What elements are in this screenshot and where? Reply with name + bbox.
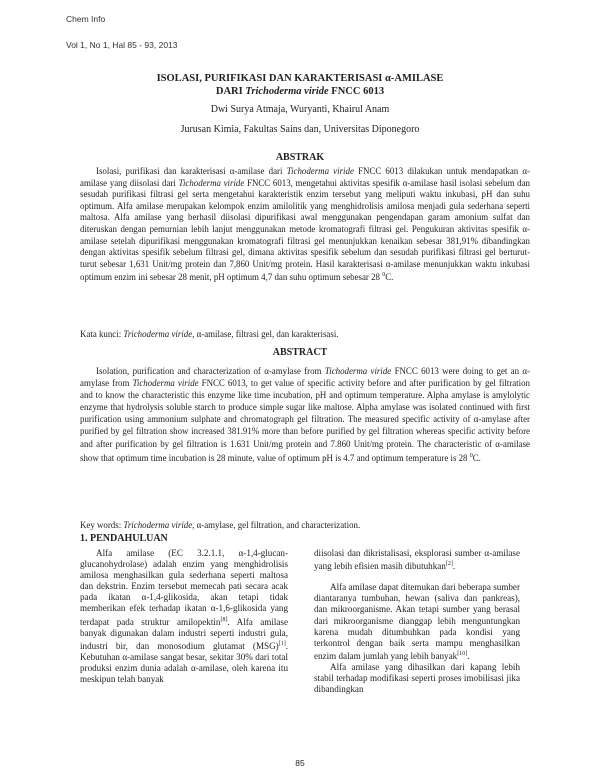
page-number: 85 — [295, 758, 305, 768]
intro-left-column: Alfa amilase (EC 3.2.1.1, α-1,4-glucan-glucanohydrolase) adalah enzim yang menghidrolisis amilosa menghasilkan gula sederhana seperti maltosa dan dekstrin. Enzim tersebut memecah pati secara acak pada ikatan α-1,4-glikosida, akan tetapi tidak memberikan efek terhadap ikatan α-1,6-glikosida yang terdapat pada struktur amilopektin[8]. Alfa amilase banyak digunakan dalam industri seperti industri gula, industri bir, dan monosodium glutamat (MSG)[1]. Kebutuhan α-amilase sangat besar, sekitar 30% dari total produksi enzim dunia adalah α-amilase, oleh karena itu meskipun telah banyak — [80, 548, 288, 685]
authors: Dwi Surya Atmaja, Wuryanti, Khairul Anam — [210, 104, 390, 115]
abstract-body: Isolation, purification and characterization of α-amylase from Tichoderma viride FNCC 6013 were doing to get an α-amylase from Tichoderma viride FNCC 6013, to get value of specific activity before and after purification by gel filtration and to know the characteristic this enzyme like time incubation, pH and optimum temperature. Alpha amylase is amylolytic enzyme that hydrolysis soluble starch to produce simple sugar like maltose. Alpha amylase was isolated continued with first purification using ammonium sulphate and chromatograph gel filtration. The measured specific activity of α-amylase after purified by gel filtration show increased 381.91% more than before purified by gel filtration whereas specific activity before and after purification by gel filtration is 1.631 Unit/mg protein and 7.860 Unit/mg protein. The characteristic of α-amilase show that optimum time incubation is 28 minute, value of optimum pH is 4.7 and optimum temperature is 28 $^0$C. — [80, 366, 530, 463]
paper-title — [60, 72, 540, 98]
journal-name: Chem Info — [66, 14, 106, 24]
intro-right-para-2: Alfa amilase dapat ditemukan dari beberapa sumber diantaranya tumbuhan, hewan (saliva dan pankreas), dan mikroorganisme. Akan tetapi sumber yang berasal dari mikroorganisme dianggap lebih menguntungkan karena mudah ditumbuhkan pada kondisi yang terkontrol dengan baik serta mampu menghasilkan enzim dalam jumlah yang lebih banyak[10]. — [314, 582, 520, 661]
intro-right-column — [314, 548, 520, 695]
intro-right-para-3: Alfa amilase yang dihasilkan dari kapang lebih stabil terhadap modifikasi seperti proses imobilisasi jika dibandingkan — [314, 661, 520, 695]
abstrak-body: Isolasi, purifikasi dan karakterisasi α-amilase dari Tichoderma viride FNCC 6013 dilakukan untuk mendapatkan α-amilase yang diisolasi dari Tichoderma viride FNCC 6013, mengetahui aktivitas spesifik α-amilase hasil isolasi sebelum dan sesudah purifikasi filtrasi gel serta mengetahui karakteristik enzim tersebut yang meliputi waktu inkubasi, pH dan suhu optimum. Alfa amilase merupakan kelompok enzim amilolitik yang menghidrolisis amilosa menjadi gula sederhana seperti maltosa. Alfa amilase yang berhasil diisolasi dipurifikasi awal menggunakan pengendapan garam amonium sulfat dan diteruskan dengan pemurnian lebih lanjut menggunakan metode kromatografi filtrasi gel. Pengukuran aktivitas spesifik α-amilase setelah dipurifikasi menggunakan kromatografi filtrasi gel menunjukkan kenaikan sebesar 381,91% dibandingkan dengan aktivitas spesifik sebelum filtrasi gel, dimana aktivitas spesifik sebelum dan sesudah purifikasi filtrasi gel berturut-turut sebesar 1,631 Unit/mg protein dan 7,860 Unit/mg protein. Hasil karakterisasi α-amilase menunjukkan waktu inkubasi optimum enzim ini sebesar 28 menit, pH optimum 4,7 dan suhu optimum sebesar 28 $^0$C. — [80, 166, 530, 283]
section-heading: 1. PENDAHULUAN — [80, 533, 168, 544]
kata-kunci: Kata kunci: Trichoderma viride, α-amilase, filtrasi gel, dan karakterisasi. — [80, 329, 339, 339]
title-line-1: ISOLASI, PURIFIKASI DAN KARAKTERISASI α-AMILASE — [156, 73, 444, 84]
key-words: Key words: Trichoderma viride, α-amylase, gel filtration, and characterization. — [80, 520, 361, 530]
affiliation: Jurusan Kimia, Fakultas Sains dan, Universitas Diponegoro — [180, 124, 420, 135]
intro-right-para-1: diisolasi dan dikristalisasi, eksplorasi sumber α-amilase yang lebih efisien masih dibutuhkan[2]. — [314, 548, 520, 572]
abstrak-heading: ABSTRAK — [275, 152, 325, 163]
volume-info: Vol 1, No 1, Hal 85 - 93, 2013 — [66, 40, 178, 50]
title-line-2: DARI Trichoderma viride FNCC 6013 — [215, 86, 385, 97]
abstract-heading: ABSTRACT — [272, 347, 328, 358]
